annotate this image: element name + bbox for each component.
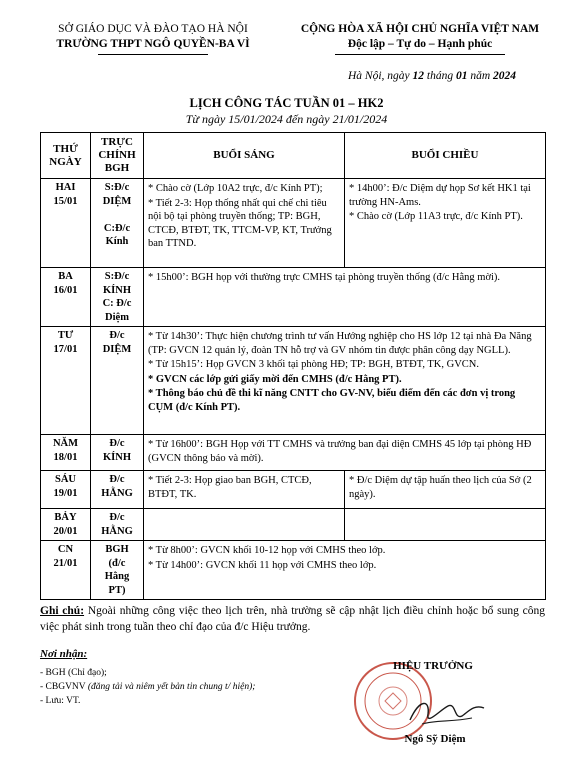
activity-item: * Từ 16h00’: BGH Họp với TT CMHS và trưởng ban đại diện CMHS 45 lớp tại phòng HĐ (GVCN thông báo và mời). bbox=[148, 439, 532, 464]
activity-item: * Đ/c Diệm dự tập huấn theo lịch của Sở (2 ngày). bbox=[349, 475, 532, 500]
day-cell: TƯ 17/01 bbox=[41, 327, 91, 435]
recipient-item: - Lưu: VT. bbox=[40, 696, 81, 706]
schedule-row bbox=[41, 435, 546, 471]
day-cell: NĂM 18/01 bbox=[41, 435, 91, 471]
schedule-row bbox=[41, 268, 546, 327]
recipients-list bbox=[40, 666, 255, 708]
day-cell: BA 16/01 bbox=[41, 268, 91, 327]
morning-cell bbox=[144, 179, 345, 268]
day-cell: HAI 15/01 bbox=[41, 179, 91, 268]
header-morning: BUỔI SÁNG bbox=[144, 133, 345, 179]
header-afternoon: BUỔI CHIỀU bbox=[345, 133, 546, 179]
activity-item: * Chào cờ (Lớp 11A3 trực, đ/c Kính PT). bbox=[349, 211, 523, 222]
day-cell: SÁU 19/01 bbox=[41, 471, 91, 509]
activity-item: * Từ 14h30’: Thực hiện chương trình tư vấn Hướng nghiệp cho HS lớp 12 tại nhà Đa Năng (TP: GVCN 12 quản lý, đoàn TN hỗ trợ và GV nhóm tin được phân công dạy NGLL). bbox=[148, 331, 532, 356]
morning-cell bbox=[144, 509, 345, 541]
full-day-cell bbox=[144, 435, 546, 471]
activity-item: * Thông báo chủ đề thi kĩ năng CNTT cho GV-NV, biểu điểm đến các đơn vị trong CỤM (đ/c Kính PT). bbox=[148, 388, 516, 413]
full-day-cell bbox=[144, 327, 546, 435]
duty-cell: Đ/c DIỆM bbox=[91, 327, 144, 435]
full-day-cell bbox=[144, 541, 546, 600]
document-date: Hà Nội, ngày 12 tháng 01 năm 2024 bbox=[347, 70, 517, 82]
header-duty: TRỰC CHÍNH BGH bbox=[91, 133, 144, 179]
department-name: SỞ GIÁO DỤC VÀ ĐÀO TẠO HÀ NỘI bbox=[58, 23, 248, 35]
afternoon-cell bbox=[345, 509, 546, 541]
table-header-row bbox=[41, 133, 546, 179]
duty-cell: Đ/c KÍNH bbox=[91, 435, 144, 471]
schedule-row bbox=[41, 541, 546, 600]
activity-item: * Từ 15h15’: Họp GVCN 3 khối tại phòng HĐ; TP: BGH, BTĐT, TK, GVCN. bbox=[148, 359, 480, 370]
schedule-row bbox=[41, 179, 546, 268]
duty-cell: S:Đ/c DIỆM C:Đ/c Kính bbox=[91, 179, 144, 268]
school-name: TRƯỜNG THPT NGÔ QUYỀN-BA VÌ bbox=[56, 38, 250, 50]
country-name: CỘNG HÒA XÃ HỘI CHỦ NGHĨA VIỆT NAM bbox=[300, 23, 540, 35]
issuing-agency bbox=[22, 22, 284, 55]
recipient-item: - CBGVNV (đăng tải và niêm yết bản tin chung t/ hiện); bbox=[40, 682, 256, 692]
activity-item: * Từ 8h00’: GVCN khối 10-12 họp với CMHS theo lớp. bbox=[148, 545, 386, 556]
signer-title: HIỆU TRƯỞNG bbox=[393, 660, 473, 672]
schedule-body bbox=[41, 179, 546, 600]
activity-item: * 15h00’: BGH họp với thường trực CMHS tại phòng truyền thống (đ/c Hằng mời). bbox=[148, 272, 501, 283]
activity-item: * Tiết 2-3: Họp giao ban BGH, CTCĐ, BTĐT, TK. bbox=[148, 475, 312, 500]
afternoon-cell bbox=[345, 179, 546, 268]
morning-cell bbox=[144, 471, 345, 509]
recipients-title: Nơi nhận: bbox=[40, 648, 88, 660]
duty-cell: BGH (đ/c Hằng PT) bbox=[91, 541, 144, 600]
recipient-item: - BGH (Chỉ đạo); bbox=[40, 668, 107, 678]
schedule-row bbox=[41, 327, 546, 435]
header-left-underline bbox=[98, 54, 208, 55]
duty-cell: S:Đ/c KÍNH C: Đ/c Diệm bbox=[91, 268, 144, 327]
handwritten-signature bbox=[402, 690, 492, 734]
day-cell: BẢY 20/01 bbox=[41, 509, 91, 541]
signer-name: Ngô Sỹ Diệm bbox=[404, 733, 466, 745]
motto: Độc lập – Tự do – Hạnh phúc bbox=[347, 38, 493, 50]
activity-item: * 14h00’: Đ/c Diệm dự họp Sơ kết HK1 tại trường HN-Ams. bbox=[349, 183, 531, 208]
notes-text: Ngoài những công việc theo lịch trên, nhà trường sẽ cập nhật lịch điều chỉnh hoặc bổ sung công việc phát sinh trong tuần theo chỉ đạo của đ/c Hiệu trưởng. bbox=[40, 605, 546, 633]
schedule-row bbox=[41, 471, 546, 509]
duty-cell: Đ/c HẰNG bbox=[91, 471, 144, 509]
weekly-schedule-table bbox=[40, 132, 546, 600]
header-right-underline bbox=[335, 54, 505, 55]
national-motto bbox=[286, 22, 554, 55]
duty-cell: Đ/c HẰNG bbox=[91, 509, 144, 541]
activity-item: * Tiết 2-3: Họp thống nhất qui chế chi tiêu nội bộ tại phòng truyền thống; TP: BGH, CTCĐ, BTĐT, TK, TTCM-VP, KT, Trưởng ban TTND. bbox=[148, 197, 332, 249]
schedule-row bbox=[41, 509, 546, 541]
notes bbox=[40, 603, 545, 635]
afternoon-cell bbox=[345, 471, 546, 509]
full-day-cell bbox=[144, 268, 546, 327]
document-title: LỊCH CÔNG TÁC TUẦN 01 – HK2 bbox=[189, 96, 384, 110]
activity-item: * Chào cờ (Lớp 10A2 trực, đ/c Kính PT); bbox=[148, 183, 323, 194]
activity-item: * GVCN các lớp gửi giấy mời đến CMHS (đ/c Hằng PT). bbox=[148, 373, 402, 385]
activity-item: * Từ 14h00’: GVCN khối 11 họp với CMHS theo lớp. bbox=[148, 559, 377, 571]
day-cell: CN 21/01 bbox=[41, 541, 91, 600]
document-subtitle: Từ ngày 15/01/2024 đến ngày 21/01/2024 bbox=[185, 112, 388, 126]
header-day: THỨ NGÀY bbox=[41, 133, 91, 179]
notes-label: Ghi chú: bbox=[40, 605, 85, 617]
